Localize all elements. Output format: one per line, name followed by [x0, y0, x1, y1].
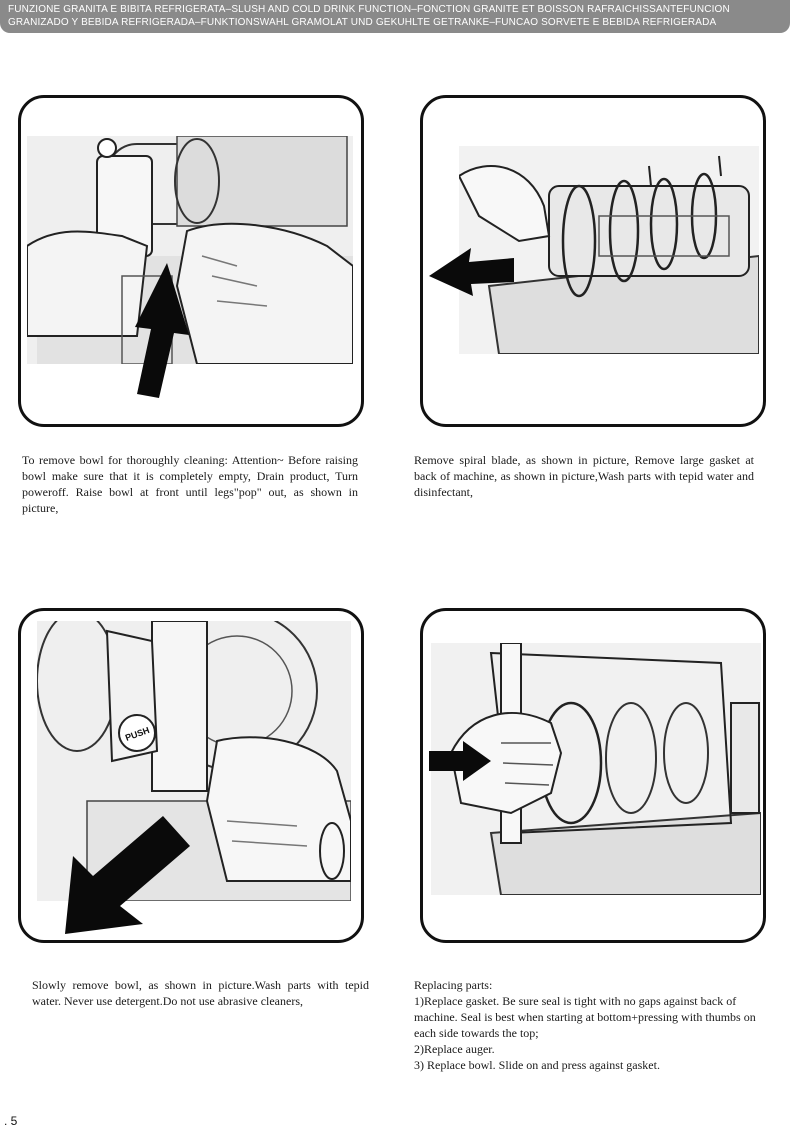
caption-replacing-parts: [414, 977, 764, 1073]
caption-remove-bowl: [32, 977, 369, 1009]
caption-raise-bowl: [22, 452, 358, 516]
header-title-line-1: FUNZIONE GRANITA E BIBITA REFRIGERATA–SLUSH AND COLD DRINK FUNCTION–FONCTION GRANITE ET BOISSON RAFRAICHISSANTEFUNCION: [8, 4, 730, 15]
arrow-left-icon: [429, 248, 514, 296]
illustration-panel-remove-spiral-blade: [420, 95, 766, 427]
caption-step-3: 3) Replace bowl. Slide on and press against gasket.: [414, 1058, 660, 1072]
illustration-panel-remove-bowl: [18, 608, 364, 943]
caption-step-2: 2)Replace auger.: [414, 1042, 495, 1056]
page-number: . 5: [4, 1114, 18, 1128]
caption-heading: Replacing parts:: [414, 978, 493, 992]
illustration-panel-replace-parts: [420, 608, 766, 943]
arrow-up-icon: [129, 263, 189, 398]
caption-step-1: 1)Replace gasket. Be sure seal is tight with no gaps against back of machine. Seal is best when starting at bottom+pressing with thumbs on each side towards the top;: [414, 994, 756, 1040]
arrow-right-icon: [429, 741, 491, 781]
illustration-raise-bowl: [27, 136, 353, 364]
header-bar: [0, 0, 790, 33]
caption-text: Slowly remove bowl, as shown in picture.Wash parts with tepid water. Never use detergent.Do not use abrasive cleaners,: [32, 978, 369, 1008]
push-label: PUSH: [123, 724, 151, 743]
header-title-line-2: GRANIZADO Y BEBIDA REFRIGERADA–FUNKTIONSWAHL GRAMOLAT UND GEKUHLTE GETRANKE–FUNCAO SORVETE E BEBIDA REFRIGERADA: [8, 17, 717, 28]
illustration-panel-raise-bowl: [18, 95, 364, 427]
caption-text: Remove spiral blade, as shown in picture, Remove large gasket at back of machine, as shown in picture,Wash parts with tepid water and disinfectant,: [414, 453, 754, 499]
caption-text: To remove bowl for thoroughly cleaning: Attention~ Before raising bowl make sure that it is completely empty, Drain product, Turn poweroff. Raise bowl at front until legs"pop" out, as shown in picture,: [22, 453, 358, 515]
arrow-down-left-icon: [65, 816, 190, 934]
caption-remove-spiral-blade: [414, 452, 754, 500]
